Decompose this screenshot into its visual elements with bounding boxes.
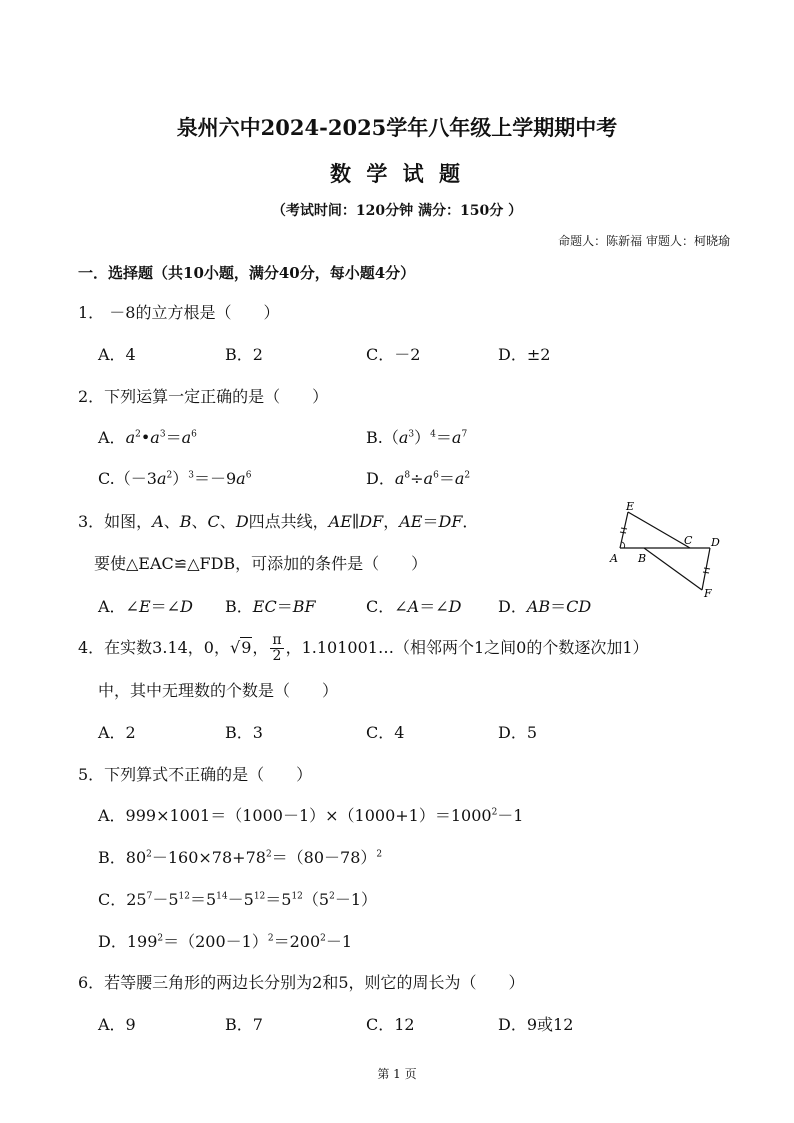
label-c: C — [684, 534, 693, 547]
q2-option-c: $C.(-3a^2)^3=-9a^6$ — [98, 469, 252, 488]
question-2-stem: 2．下列运算一定正确的是（ ） — [78, 387, 329, 406]
q1-option-a: A．4 — [98, 345, 136, 364]
q6-option-d: D．9或12 — [498, 1015, 574, 1034]
question-3-stem-1: 3．如图，A、B、C、D四点共线，AE∥DF，AE＝DF． — [78, 512, 479, 531]
label-e: E — [626, 500, 635, 513]
q6-option-c: C．12 — [366, 1015, 415, 1034]
label-a: A — [610, 552, 618, 565]
q5-option-c: C．$25^7-5^{12}=5^{14}-5^{12}=5^{12}(5^2-1)$ — [98, 890, 378, 909]
q2-option-d: D．$a^8\div a^6=a^2$ — [366, 469, 471, 488]
q4-option-d: D．5 — [498, 723, 538, 742]
authors-line: 命题人：陈新福 审题人：柯晓瑜 — [558, 234, 730, 248]
exam-info: （考试时间：120分钟 满分：150分 ） — [271, 203, 523, 219]
q5-option-a: A．$999\times 1001=(1000-1)\times(1000+1)=1000^2-1$ — [98, 806, 524, 825]
q4-option-b: B．3 — [225, 723, 263, 742]
q3-option-d: D．AB＝CD — [498, 597, 592, 616]
q1-option-c: C．－2 — [366, 345, 421, 364]
q4-option-a: A．2 — [98, 723, 136, 742]
q3-option-a: A．∠E＝∠D — [98, 597, 193, 616]
question-5-stem: 5．下列算式不正确的是（ ） — [78, 765, 313, 784]
exam-title: 泉州六中2024-2025学年八年级上学期期中考 — [176, 115, 618, 140]
subject-title: 数 学 试 题 — [330, 161, 464, 186]
question-4-stem-2: 中，其中无理数的个数是（ ） — [98, 681, 339, 700]
page-number: 第 1 页 — [377, 1067, 417, 1081]
q3-geometry-figure — [606, 500, 726, 600]
q3-option-b: B．EC＝BF — [225, 597, 316, 616]
q6-option-b: B．7 — [225, 1015, 263, 1034]
label-d: D — [711, 536, 720, 549]
q2-option-a: A．$a^2•a^3=a^6$ — [98, 428, 197, 447]
question-6-stem: 6．若等腰三角形的两边长分别为2和5，则它的周长为（ ） — [78, 973, 525, 992]
question-4-stem-1: 4．在实数3.14，0，√9， $\frac{\pi}{2}$ ，1.101001…（相邻两个1之间0的个数逐次加1） — [78, 632, 649, 664]
label-b: B — [638, 552, 647, 565]
q1-option-d: D．±2 — [498, 345, 551, 364]
q1-option-b: B．2 — [225, 345, 263, 364]
label-f: F — [704, 587, 712, 600]
question-1-stem: 1． －8的立方根是（ ） — [78, 303, 280, 322]
q5-option-d: D．$199^2=(200-1)^2=200^2-1$ — [98, 932, 353, 951]
q5-option-b: B．$80^2-160\times 78+78^2=(80-78)^2$ — [98, 848, 383, 867]
q3-option-c: C．∠A＝∠D — [366, 597, 462, 616]
q2-option-b: $B.(a^3)^4=a^7$ — [366, 428, 468, 447]
q4-option-c: C．4 — [366, 723, 405, 742]
q6-option-a: A．9 — [98, 1015, 136, 1034]
section-heading: 一．选择题（共10小题，满分40分，每小题4分） — [78, 264, 416, 282]
question-3-stem-2: 要使△EAC≌△FDB，可添加的条件是（ ） — [94, 554, 428, 573]
